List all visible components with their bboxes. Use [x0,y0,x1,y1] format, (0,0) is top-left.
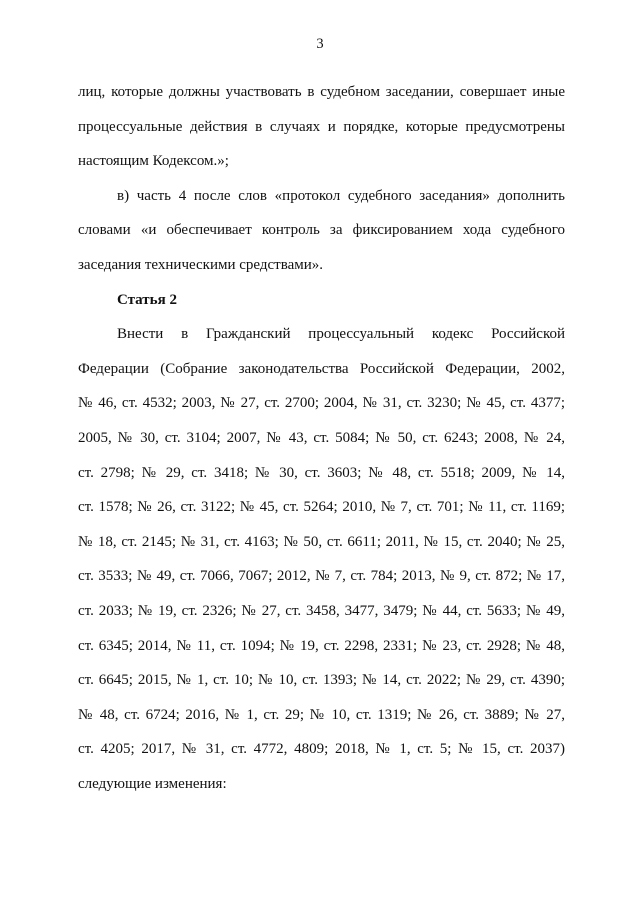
text-line: № 18, ст. 2145; № 31, ст. 4163; № 50, ст. 6611; 2011, № 15, ст. 2040; № 25, [78,533,565,550]
document-body [78,75,565,801]
paragraph-item-v [78,179,565,283]
text-line: ст. 6345; 2014, № 11, ст. 1094; № 19, ст. 2298, 2331; № 23, ст. 2928; № 48, [78,637,565,654]
text-line: в) часть 4 после слов «протокол судебного заседания» дополнить [117,187,565,204]
text-line: № 46, ст. 4532; 2003, № 27, ст. 2700; 2004, № 31, ст. 3230; № 45, ст. 4377; [78,395,565,412]
text-line: № 48, ст. 6724; 2016, № 1, ст. 29; № 10, ст. 1319; № 26, ст. 3889; № 27, [78,706,565,723]
text-line: словами «и обеспечивает контроль за фиксированием хода судебного [78,222,565,239]
text-line: ст. 3533; № 49, ст. 7066, 7067; 2012, № 7, ст. 784; 2013, № 9, ст. 872; № 17, [78,568,565,585]
text-line: ст. 4205; 2017, № 31, ст. 4772, 4809; 2018, № 1, ст. 5; № 15, ст. 2037) [78,741,565,758]
text-line: настоящим Кодексом.»; [78,153,229,170]
text-line: следующие изменения: [78,775,227,792]
article-heading: Статья 2 [117,291,177,308]
text-line: лиц, которые должны участвовать в судебном заседании, совершает иные [78,84,565,100]
text-line: ст. 6645; 2015, № 1, ст. 10; № 10, ст. 1393; № 14, ст. 2022; № 29, ст. 4390; [78,672,565,689]
page-number: 3 [316,36,324,52]
text-line: процессуальные действия в случаях и порядке, которые предусмотрены [78,118,565,135]
text-line: 2005, № 30, ст. 3104; 2007, № 43, ст. 5084; № 50, ст. 6243; 2008, № 24, [78,429,565,446]
text-line: ст. 1578; № 26, ст. 3122; № 45, ст. 5264; 2010, № 7, ст. 701; № 11, ст. 1169; [78,499,565,516]
paragraph-continuation [78,75,565,179]
text-line: Внести в Гражданский процессуальный кодекс Российской [117,326,565,343]
text-line: ст. 2798; № 29, ст. 3418; № 30, ст. 3603; № 48, ст. 5518; 2009, № 14, [78,464,565,481]
text-line: Федерации (Собрание законодательства Российской Федерации, 2002, [78,360,565,377]
text-line: заседания техническими средствами». [78,256,324,273]
text-line: ст. 2033; № 19, ст. 2326; № 27, ст. 3458, 3477, 3479; № 44, ст. 5633; № 49, [78,602,565,619]
paragraph-article-2 [78,317,565,801]
